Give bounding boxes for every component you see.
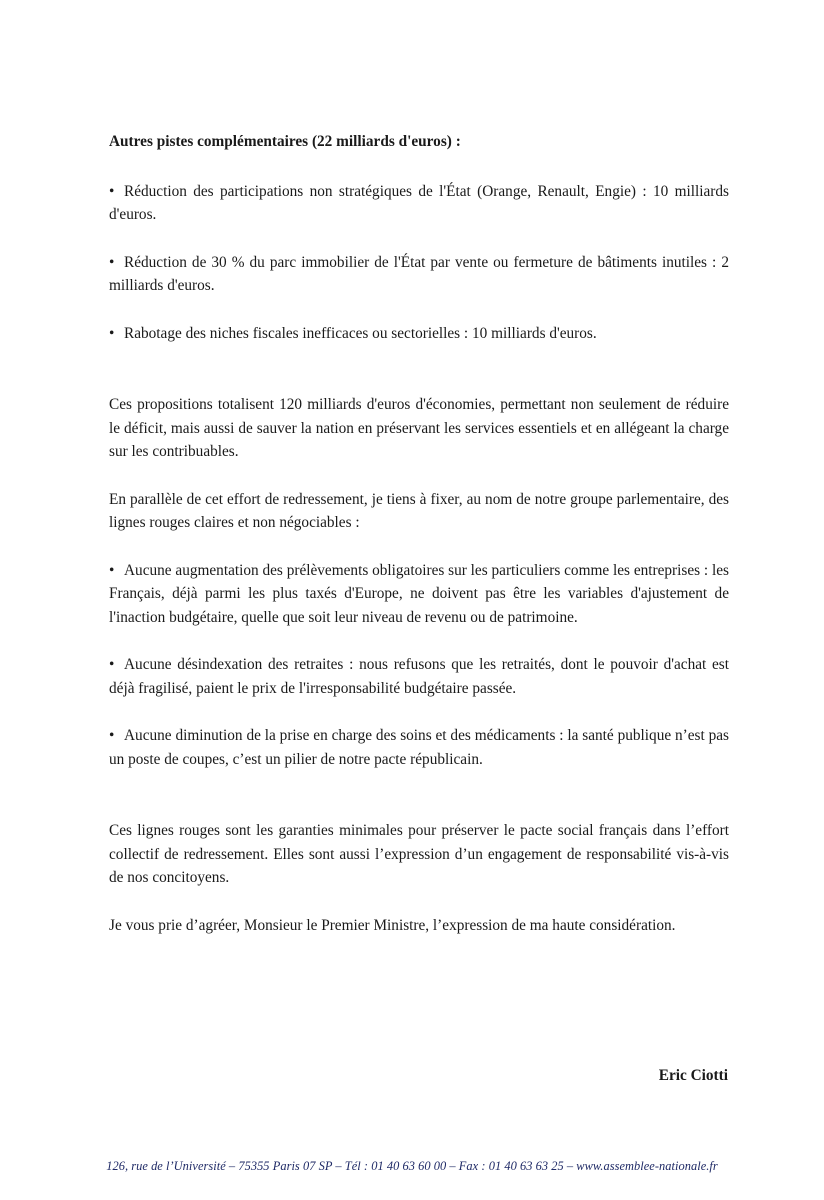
bullet-icon: • bbox=[109, 324, 115, 342]
bullet-icon: • bbox=[109, 656, 115, 673]
bullet-icon: • bbox=[109, 253, 115, 271]
red-line-bullet-3 bbox=[109, 724, 729, 771]
red-line-bullet-1 bbox=[109, 559, 729, 630]
paragraph-guarantees: Ces lignes rouges sont les garanties minimales pour préserver le pacte social français dans l’effort collectif de redressement. Elles sont aussi l’expression d’un engagement de responsabilité vis-à-vis de nos concitoyens. bbox=[109, 822, 729, 886]
red-line-text-1: Aucune augmentation des prélèvements obligatoires sur les particuliers comme les entreprises : les Français, déjà parmi les plus taxés d'Europe, ne doivent pas être les variables d'ajustement de l'inaction budgétaire, quelle que soit leur niveau de revenu ou de patrimoine. bbox=[109, 561, 729, 626]
paragraph-red-lines-intro: En parallèle de cet effort de redressement, je tiens à fixer, au nom de notre groupe parlementaire, des lignes rouges claires et non négociables : bbox=[109, 490, 729, 531]
signature: Eric Ciotti bbox=[658, 1067, 728, 1084]
red-line-text-3: Aucune diminution de la prise en charge des soins et des médicaments : la santé publique n’est pas un poste de coupes, c’est un pilier de notre pacte républicain. bbox=[109, 727, 729, 768]
red-line-bullet-2 bbox=[109, 653, 729, 700]
section-heading: Autres pistes complémentaires (22 milliards d'euros) : bbox=[109, 133, 461, 150]
letter-body bbox=[109, 130, 729, 961]
bullet-icon: • bbox=[109, 727, 115, 744]
measure-text-3: Rabotage des niches fiscales inefficaces ou sectorielles : 10 milliards d'euros. bbox=[124, 324, 597, 342]
spacer bbox=[109, 795, 729, 819]
measure-text-2: Réduction de 30 % du parc immobilier de l'État par vente ou fermeture de bâtiments inutiles : 2 milliards d'euros. bbox=[109, 253, 729, 294]
measure-bullet-2 bbox=[109, 251, 729, 298]
paragraph-total: Ces propositions totalisent 120 milliards d'euros d'économies, permettant non seulement de réduire le déficit, mais aussi de sauver la nation en préservant les services essentiels et en allégeant la charge sur les contribuables. bbox=[109, 396, 729, 460]
red-line-text-2: Aucune désindexation des retraites : nous refusons que les retraités, dont le pouvoir d'achat est déjà fragilisé, paient le prix de l'irresponsabilité budgétaire passée. bbox=[109, 656, 729, 697]
paragraph-closing: Je vous prie d’agréer, Monsieur le Premier Ministre, l’expression de ma haute considération. bbox=[109, 916, 676, 934]
measure-bullet-3 bbox=[109, 322, 729, 346]
footer-address: 126, rue de l’Université – 75355 Paris 07 SP – Tél : 01 40 63 60 00 – Fax : 01 40 63 63 25 – www.assemblee-nationale.fr bbox=[106, 1159, 718, 1173]
bullet-icon: • bbox=[109, 182, 115, 200]
spacer bbox=[109, 369, 729, 393]
bullet-icon: • bbox=[109, 561, 115, 579]
measure-bullet-1 bbox=[109, 180, 729, 227]
measure-text-1: Réduction des participations non stratégiques de l'État (Orange, Renault, Engie) : 10 milliards d'euros. bbox=[109, 182, 729, 223]
